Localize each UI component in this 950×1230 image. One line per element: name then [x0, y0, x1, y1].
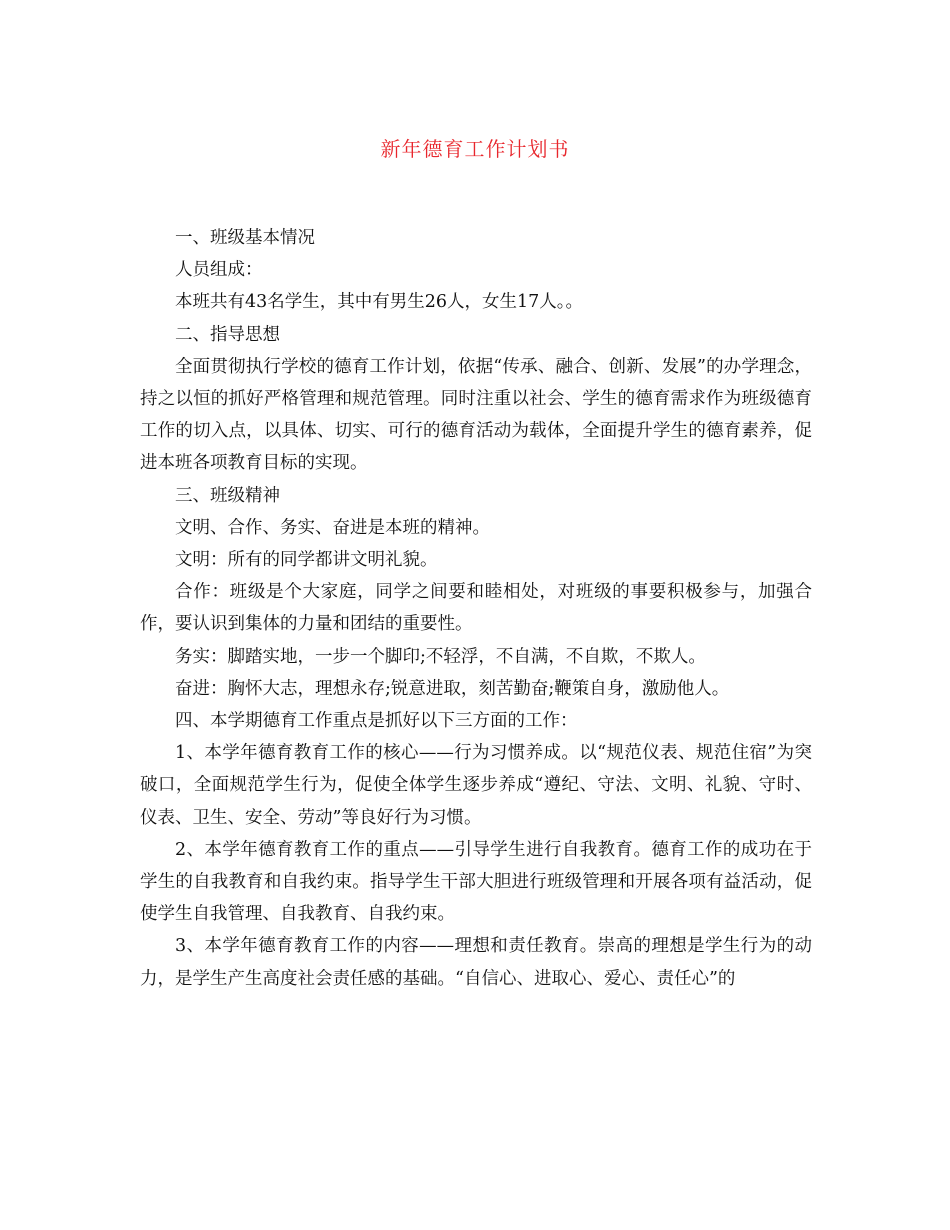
numbered-paragraph: 3、本学年德育教育工作的内容——理想和责任教育。崇高的理想是学生行为的动力，是学生产生高度社会责任感的基础。“自信心、进取心、爱心、责任心”的	[140, 936, 812, 989]
paragraph: 文明、合作、务实、奋进是本班的精神。	[175, 517, 490, 538]
paragraph: 务实：脚踏实地，一步一个脚印;不轻浮，不自满，不自欺，不欺人。	[175, 646, 706, 667]
paragraph: 人员组成：	[175, 260, 263, 281]
paragraph: 合作：班级是个大家庭，同学之间要和睦相处，对班级的事要积极参与，加强合作，要认识到集体的力量和团结的重要性。	[140, 582, 812, 635]
paragraph: 全面贯彻执行学校的德育工作计划，依据“传承、融合、创新、发展”的办学理念，持之以恒的抓好严格管理和规范管理。同时注重以社会、学生的德育需求作为班级德育工作的切入点，以具体、切实、可行的德育活动为载体，全面提升学生的德育素养，促进本班各项教育目标的实现。	[140, 356, 812, 474]
paragraph: 奋进：胸怀大志，理想永存;锐意进取，刻苦勤奋;鞭策自身，激励他人。	[175, 678, 730, 699]
section-heading-3: 三、班级精神	[175, 485, 280, 506]
section-heading-2: 二、指导思想	[175, 324, 280, 345]
document-title: 新年德育工作计划书	[380, 137, 570, 161]
paragraph: 文明：所有的同学都讲文明礼貌。	[175, 550, 438, 571]
section-heading-1: 一、班级基本情况	[175, 228, 315, 248]
paragraph: 本班共有43名学生，其中有男生26人，女生17人。。	[175, 292, 584, 313]
document-body	[140, 222, 812, 995]
numbered-paragraph: 2、本学年德育教育工作的重点——引导学生进行自我教育。德育工作的成功在于学生的自我教育和自我约束。指导学生干部大胆进行班级管理和开展各项有益活动，促使学生自我管理、自我教育、自我约束。	[140, 839, 812, 925]
section-heading-4: 四、本学期德育工作重点是抓好以下三方面的工作：	[175, 711, 578, 732]
numbered-paragraph: 1、本学年德育教育工作的核心——行为习惯养成。以“规范仪表、规范住宿”为突破口，全面规范学生行为，促使全体学生逐步养成“遵纪、守法、文明、礼貌、守时、仪表、卫生、安全、劳动”等良好行为习惯。	[140, 743, 812, 828]
